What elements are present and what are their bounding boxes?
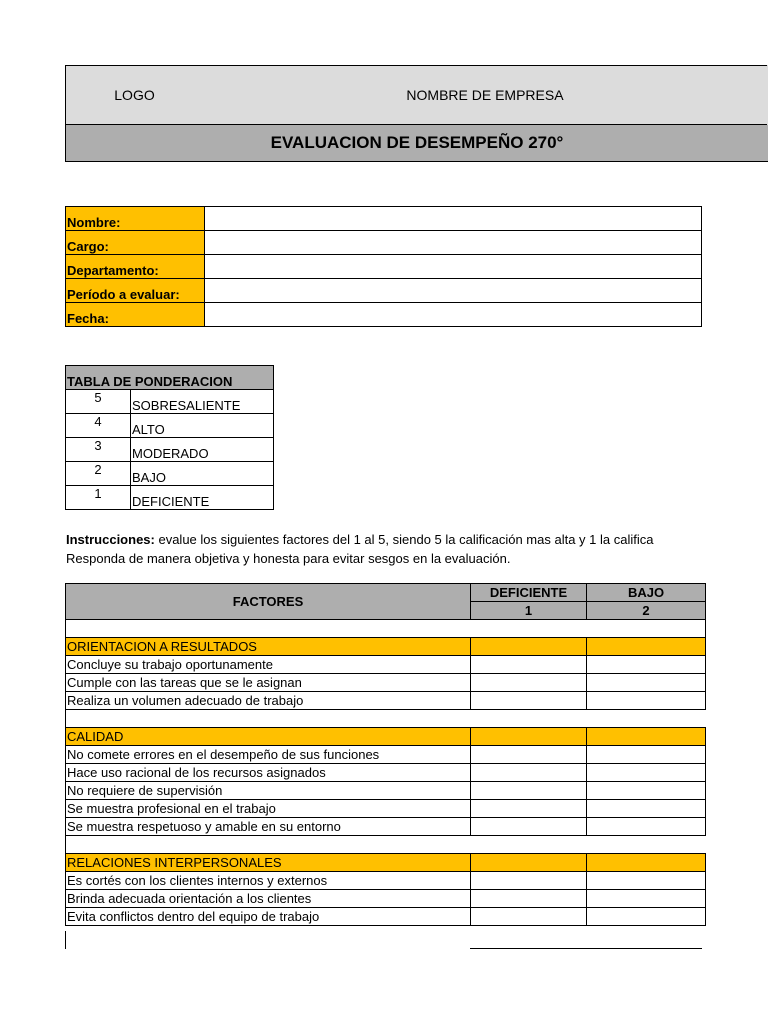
score-cell[interactable]: [471, 656, 587, 674]
factor-row: [66, 656, 706, 674]
factor-label: Se muestra respetuoso y amable en su entorno: [66, 818, 471, 836]
info-label: Nombre:: [66, 207, 205, 231]
score-cell[interactable]: [587, 800, 706, 818]
weighting-label: DEFICIENTE: [131, 486, 274, 510]
info-row-cargo: [66, 231, 702, 255]
score-cell[interactable]: [471, 818, 587, 836]
weighting-row: [66, 438, 274, 462]
score-cell[interactable]: [471, 872, 587, 890]
section-title: ORIENTACION A RESULTADOS: [66, 638, 471, 656]
factor-label: Cumple con las tareas que se le asignan: [66, 674, 471, 692]
factor-row: [66, 692, 706, 710]
weighting-value: 1: [66, 486, 131, 510]
weighting-value: 3: [66, 438, 131, 462]
factor-label: Evita conflictos dentro del equipo de trabajo: [66, 908, 471, 926]
score-cell[interactable]: [587, 782, 706, 800]
info-value-field[interactable]: [205, 231, 702, 255]
factor-label: No comete errores en el desempeño de sus funciones: [66, 746, 471, 764]
score-cell: [471, 854, 587, 872]
spacer-row: [66, 710, 706, 728]
weighting-table-title: TABLA DE PONDERACION: [66, 366, 274, 390]
score-cell[interactable]: [471, 782, 587, 800]
score-cell[interactable]: [471, 908, 587, 926]
page-title: EVALUACION DE DESEMPEÑO 270°: [65, 125, 768, 162]
score-cell[interactable]: [471, 674, 587, 692]
info-row-nombre: [66, 207, 702, 231]
instructions-line-1: evalue los siguientes factores del 1 al 5, siendo 5 la calificación mas alta y 1 la califica: [154, 532, 654, 547]
score-cell[interactable]: [587, 656, 706, 674]
logo-placeholder: LOGO: [65, 65, 204, 125]
score-cell[interactable]: [587, 908, 706, 926]
score-cell[interactable]: [587, 764, 706, 782]
factor-row: [66, 872, 706, 890]
factor-label: Brinda adecuada orientación a los clientes: [66, 890, 471, 908]
score-cell[interactable]: [471, 800, 587, 818]
info-row-periodo: [66, 279, 702, 303]
factor-label: No requiere de supervisión: [66, 782, 471, 800]
factor-row: [66, 782, 706, 800]
factor-label: Realiza un volumen adecuado de trabajo: [66, 692, 471, 710]
score-cell: [471, 638, 587, 656]
instructions-line-2: Responda de manera objetiva y honesta para evitar sesgos en la evaluación.: [66, 551, 511, 566]
factor-label: Hace uso racional de los recursos asignados: [66, 764, 471, 782]
section-title: RELACIONES INTERPERSONALES: [66, 854, 471, 872]
weighting-row: [66, 462, 274, 486]
score-cell[interactable]: [471, 746, 587, 764]
info-value-field[interactable]: [205, 303, 702, 327]
factor-row: [66, 674, 706, 692]
score-cell[interactable]: [471, 764, 587, 782]
table-continuation-line: [470, 948, 702, 949]
info-label: Departamento:: [66, 255, 205, 279]
factor-row: [66, 890, 706, 908]
employee-info-table: [65, 206, 702, 327]
factor-row: [66, 746, 706, 764]
info-row-fecha: [66, 303, 702, 327]
score-cell[interactable]: [587, 692, 706, 710]
info-label: Fecha:: [66, 303, 205, 327]
info-row-departamento: [66, 255, 702, 279]
section-title: CALIDAD: [66, 728, 471, 746]
instructions-label: Instrucciones:: [66, 532, 155, 547]
info-value-field[interactable]: [205, 279, 702, 303]
factor-row: [66, 818, 706, 836]
score-cell: [587, 638, 706, 656]
weighting-label: MODERADO: [131, 438, 274, 462]
weighting-label: BAJO: [131, 462, 274, 486]
score-cell[interactable]: [587, 872, 706, 890]
score-cell[interactable]: [471, 692, 587, 710]
company-name: NOMBRE DE EMPRESA: [203, 65, 768, 125]
spacer-row: [66, 836, 706, 854]
factor-row: [66, 764, 706, 782]
weighting-label: SOBRESALIENTE: [131, 390, 274, 414]
column-score-2: 2: [587, 602, 706, 620]
weighting-label: ALTO: [131, 414, 274, 438]
score-cell[interactable]: [587, 818, 706, 836]
factors-table: [65, 583, 706, 926]
score-cell[interactable]: [471, 890, 587, 908]
score-cell: [587, 728, 706, 746]
factor-row: [66, 908, 706, 926]
column-header-deficiente: DEFICIENTE: [471, 584, 587, 602]
weighting-table: [65, 365, 274, 510]
factor-label: Concluye su trabajo oportunamente: [66, 656, 471, 674]
factor-row: [66, 800, 706, 818]
info-label: Período a evaluar:: [66, 279, 205, 303]
score-cell: [587, 854, 706, 872]
weighting-value: 2: [66, 462, 131, 486]
score-cell[interactable]: [587, 746, 706, 764]
weighting-row: [66, 414, 274, 438]
score-cell[interactable]: [587, 674, 706, 692]
weighting-row: [66, 390, 274, 414]
info-value-field[interactable]: [205, 255, 702, 279]
factor-label: Se muestra profesional en el trabajo: [66, 800, 471, 818]
document-header: [65, 65, 768, 162]
weighting-value: 4: [66, 414, 131, 438]
score-cell: [471, 728, 587, 746]
table-continuation-edge: [65, 931, 66, 949]
info-value-field[interactable]: [205, 207, 702, 231]
info-label: Cargo:: [66, 231, 205, 255]
column-score-1: 1: [471, 602, 587, 620]
weighting-value: 5: [66, 390, 131, 414]
spacer-row: [66, 620, 706, 638]
score-cell[interactable]: [587, 890, 706, 908]
weighting-row: [66, 486, 274, 510]
column-header-bajo: BAJO: [587, 584, 706, 602]
factors-header: FACTORES: [66, 584, 471, 620]
factor-label: Es cortés con los clientes internos y externos: [66, 872, 471, 890]
instructions: [66, 530, 702, 568]
